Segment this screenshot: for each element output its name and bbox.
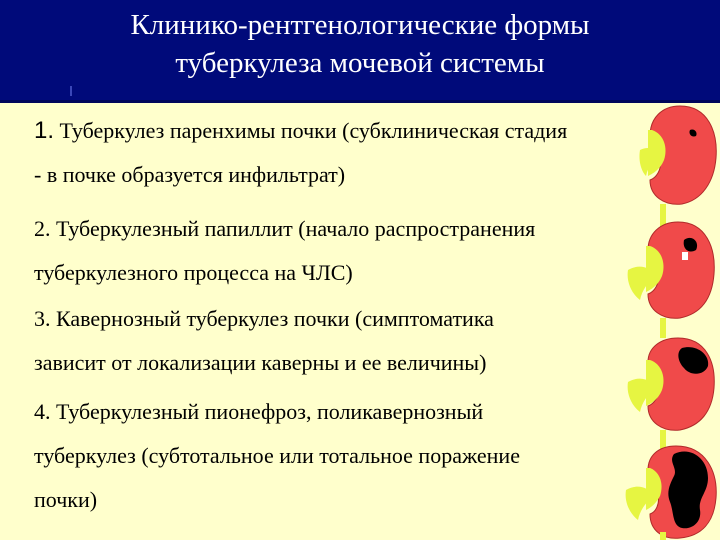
list-item-1 — [34, 109, 674, 197]
kidney-stage1-icon — [639, 106, 716, 228]
kidney-stage3-icon — [628, 338, 715, 450]
title-line-2: туберкулеза мочевой системы — [175, 47, 545, 79]
list-item-2-line-2: туберкулезного процесса на ЧЛС) — [34, 260, 353, 285]
list-item-1-line-1 — [34, 109, 674, 153]
list-item-3-line-2: зависит от локализации каверны и ее величины) — [34, 350, 487, 375]
divider-tick — [70, 86, 72, 96]
kidney-illustrations — [620, 100, 720, 540]
slide-title — [0, 6, 720, 82]
list-item-3 — [34, 297, 674, 385]
list-item-4-line-3: почки) — [34, 487, 98, 512]
list-item-1-number: 1. — [34, 117, 55, 144]
slide-header — [0, 0, 720, 103]
list-item-2 — [34, 207, 674, 295]
list-item-4-line-2: туберкулез (субтотальное или тотальное поражение — [34, 443, 520, 468]
title-line-1: Клинико-рентгенологические формы — [130, 9, 590, 41]
list-item-3-line-1: 3. Кавернозный туберкулез почки (симптоматика — [34, 306, 494, 331]
list-item-4-line-1: 4. Туберкулезный пионефроз, поликавернозный — [34, 399, 484, 424]
list-item-1-line-2: - в почке образуется инфильтрат) — [34, 162, 346, 187]
list-item-4 — [34, 390, 674, 522]
list-item-1-text: Туберкулез паренхимы почки (субклиническая стадия — [54, 118, 568, 143]
kidney-stage2-icon — [628, 222, 715, 338]
list-item-2-line-1: 2. Туберкулезный папиллит (начало распространения — [34, 216, 536, 241]
kidney-stage4-icon — [626, 446, 717, 540]
